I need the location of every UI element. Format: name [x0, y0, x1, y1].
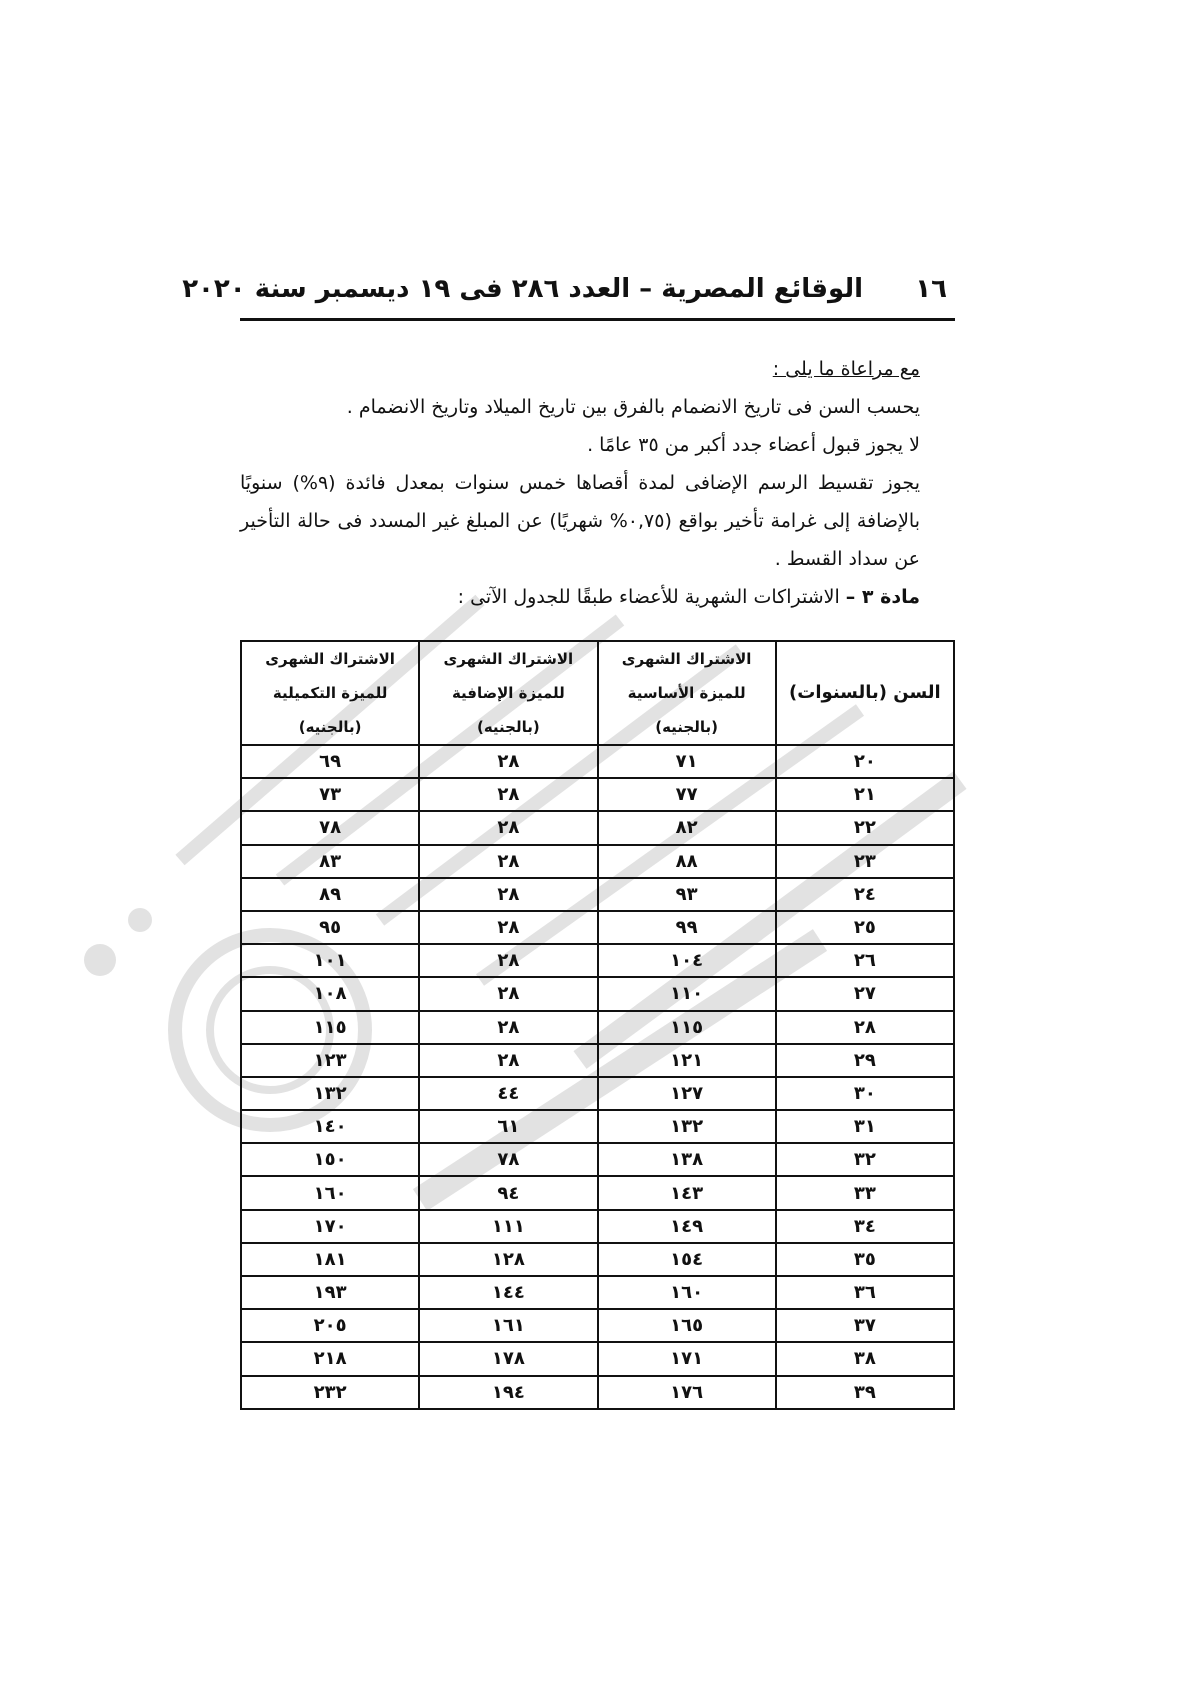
article-text: الاشتراكات الشهرية للأعضاء طبقًا للجدول الآتى :: [457, 586, 840, 608]
additional-fee-cell: ١٧٨: [419, 1342, 597, 1375]
table-row: [241, 977, 954, 1010]
age-cell: ٢٨: [776, 1011, 954, 1044]
basic-fee-cell: ١٢٧: [598, 1077, 776, 1110]
basic-fee-cell: ٩٩: [598, 911, 776, 944]
additional-fee-cell: ٧٨: [419, 1143, 597, 1176]
age-limit-line: لا يجوز قبول أعضاء جدد أكبر من ٣٥ عامًا .: [587, 434, 920, 456]
table-row: [241, 1276, 954, 1309]
supplementary-fee-cell: ٢٠٥: [241, 1309, 419, 1342]
supplementary-fee-cell: ١٣٢: [241, 1077, 419, 1110]
basic-fee-cell: ١٥٤: [598, 1243, 776, 1276]
age-calculation-line: يحسب السن فى تاريخ الانضمام بالفرق بين تاريخ الميلاد وتاريخ الانضمام .: [346, 396, 920, 418]
supplementary-fee-cell: ٢١٨: [241, 1342, 419, 1375]
table-row: [241, 1342, 954, 1375]
basic-fee-cell: ١٦٠: [598, 1276, 776, 1309]
supplementary-fee-cell: ٧٨: [241, 811, 419, 844]
table-row: [241, 1011, 954, 1044]
supplementary-fee-cell: ٧٣: [241, 778, 419, 811]
supplementary-fee-cell: ١٠٨: [241, 977, 419, 1010]
supplementary-fee-cell: ١٢٣: [241, 1044, 419, 1077]
table-row: [241, 1077, 954, 1110]
supplementary-fee-cell: ١٥٠: [241, 1143, 419, 1176]
installment-paragraph: يجوز تقسيط الرسم الإضافى لمدة أقصاها خمس سنوات بمعدل فائدة (٩%) سنويًا بالإضافة إلى غرامة تأخير بواقع (٠,٧٥% شهريًا) عن المبلغ غير المسدد فى حالة التأخير عن سداد القسط .: [240, 472, 920, 570]
table-row: [241, 1309, 954, 1342]
basic-fee-cell: ١٧٦: [598, 1376, 776, 1409]
article-heading: [240, 578, 920, 616]
age-cell: ٢٠: [776, 745, 954, 778]
intro-line: مع مراعاة ما يلى :: [772, 358, 920, 380]
age-cell: ٣٦: [776, 1276, 954, 1309]
header-additional: الاشتراك الشهرى للميزة الإضافية (بالجنيه): [419, 641, 597, 745]
age-cell: ٢١: [776, 778, 954, 811]
age-cell: ٣٨: [776, 1342, 954, 1375]
basic-fee-cell: ١٠٤: [598, 944, 776, 977]
basic-fee-cell: ١٤٣: [598, 1176, 776, 1209]
basic-fee-cell: ١١٥: [598, 1011, 776, 1044]
supplementary-fee-cell: ١٦٠: [241, 1176, 419, 1209]
basic-fee-cell: ٨٢: [598, 811, 776, 844]
page-number: ١٦: [915, 274, 947, 304]
age-cell: ٣٢: [776, 1143, 954, 1176]
age-cell: ٢٢: [776, 811, 954, 844]
additional-fee-cell: ٢٨: [419, 1011, 597, 1044]
supplementary-fee-cell: ٨٣: [241, 845, 419, 878]
table-row: [241, 745, 954, 778]
basic-fee-cell: ١٦٥: [598, 1309, 776, 1342]
header-age: السن (بالسنوات): [776, 641, 954, 745]
supplementary-fee-cell: ١٤٠: [241, 1110, 419, 1143]
additional-fee-cell: ٢٨: [419, 845, 597, 878]
additional-fee-cell: ٤٤: [419, 1077, 597, 1110]
table-body: [241, 745, 954, 1409]
table-row: [241, 911, 954, 944]
age-cell: ٢٦: [776, 944, 954, 977]
age-cell: ٣٣: [776, 1176, 954, 1209]
additional-fee-cell: ٢٨: [419, 878, 597, 911]
table-row: [241, 1210, 954, 1243]
article-number: مادة ٣ –: [845, 586, 920, 608]
table-row: [241, 1243, 954, 1276]
table-row: [241, 778, 954, 811]
age-cell: ٣٧: [776, 1309, 954, 1342]
basic-fee-cell: ١٣٨: [598, 1143, 776, 1176]
table-row: [241, 944, 954, 977]
header-supplementary: الاشتراك الشهرى للميزة التكميلية (بالجنيه): [241, 641, 419, 745]
table-row: [241, 1044, 954, 1077]
basic-fee-cell: ٧١: [598, 745, 776, 778]
additional-fee-cell: ١٢٨: [419, 1243, 597, 1276]
basic-fee-cell: ٧٧: [598, 778, 776, 811]
table-row: [241, 1110, 954, 1143]
body-text: [240, 350, 920, 616]
additional-fee-cell: ١٩٤: [419, 1376, 597, 1409]
supplementary-fee-cell: ١٨١: [241, 1243, 419, 1276]
additional-fee-cell: ١٤٤: [419, 1276, 597, 1309]
supplementary-fee-cell: ٨٩: [241, 878, 419, 911]
additional-fee-cell: ١١١: [419, 1210, 597, 1243]
additional-fee-cell: ٢٨: [419, 944, 597, 977]
table-row: [241, 811, 954, 844]
page-header: [182, 270, 955, 321]
age-cell: ٢٧: [776, 977, 954, 1010]
gazette-title: الوقائع المصرية – العدد ٢٨٦ فى ١٩ ديسمبر سنة ٢٠٢٠: [182, 274, 863, 304]
additional-fee-cell: ٦١: [419, 1110, 597, 1143]
table-header-row: [241, 641, 954, 745]
supplementary-fee-cell: ١٠١: [241, 944, 419, 977]
supplementary-fee-cell: ١٩٣: [241, 1276, 419, 1309]
supplementary-fee-cell: ٦٩: [241, 745, 419, 778]
additional-fee-cell: ٩٤: [419, 1176, 597, 1209]
table-row: [241, 845, 954, 878]
table-row: [241, 878, 954, 911]
basic-fee-cell: ٨٨: [598, 845, 776, 878]
supplementary-fee-cell: ١٧٠: [241, 1210, 419, 1243]
age-cell: ٣٩: [776, 1376, 954, 1409]
table-row: [241, 1143, 954, 1176]
age-cell: ٣٠: [776, 1077, 954, 1110]
basic-fee-cell: ١٤٩: [598, 1210, 776, 1243]
additional-fee-cell: ٢٨: [419, 977, 597, 1010]
age-cell: ٣٥: [776, 1243, 954, 1276]
header-basic: الاشتراك الشهرى للميزة الأساسية (بالجنيه): [598, 641, 776, 745]
table-row: [241, 1176, 954, 1209]
basic-fee-cell: ٩٣: [598, 878, 776, 911]
age-cell: ٣٤: [776, 1210, 954, 1243]
supplementary-fee-cell: ١١٥: [241, 1011, 419, 1044]
age-cell: ٢٤: [776, 878, 954, 911]
age-cell: ٣١: [776, 1110, 954, 1143]
additional-fee-cell: ٢٨: [419, 811, 597, 844]
basic-fee-cell: ١١٠: [598, 977, 776, 1010]
table-row: [241, 1376, 954, 1409]
subscription-table: [240, 640, 955, 1410]
supplementary-fee-cell: ٢٣٢: [241, 1376, 419, 1409]
age-cell: ٢٩: [776, 1044, 954, 1077]
additional-fee-cell: ١٦١: [419, 1309, 597, 1342]
additional-fee-cell: ٢٨: [419, 745, 597, 778]
age-cell: ٢٥: [776, 911, 954, 944]
age-cell: ٢٣: [776, 845, 954, 878]
supplementary-fee-cell: ٩٥: [241, 911, 419, 944]
basic-fee-cell: ١٧١: [598, 1342, 776, 1375]
basic-fee-cell: ١٣٢: [598, 1110, 776, 1143]
additional-fee-cell: ٢٨: [419, 1044, 597, 1077]
additional-fee-cell: ٢٨: [419, 778, 597, 811]
additional-fee-cell: ٢٨: [419, 911, 597, 944]
basic-fee-cell: ١٢١: [598, 1044, 776, 1077]
